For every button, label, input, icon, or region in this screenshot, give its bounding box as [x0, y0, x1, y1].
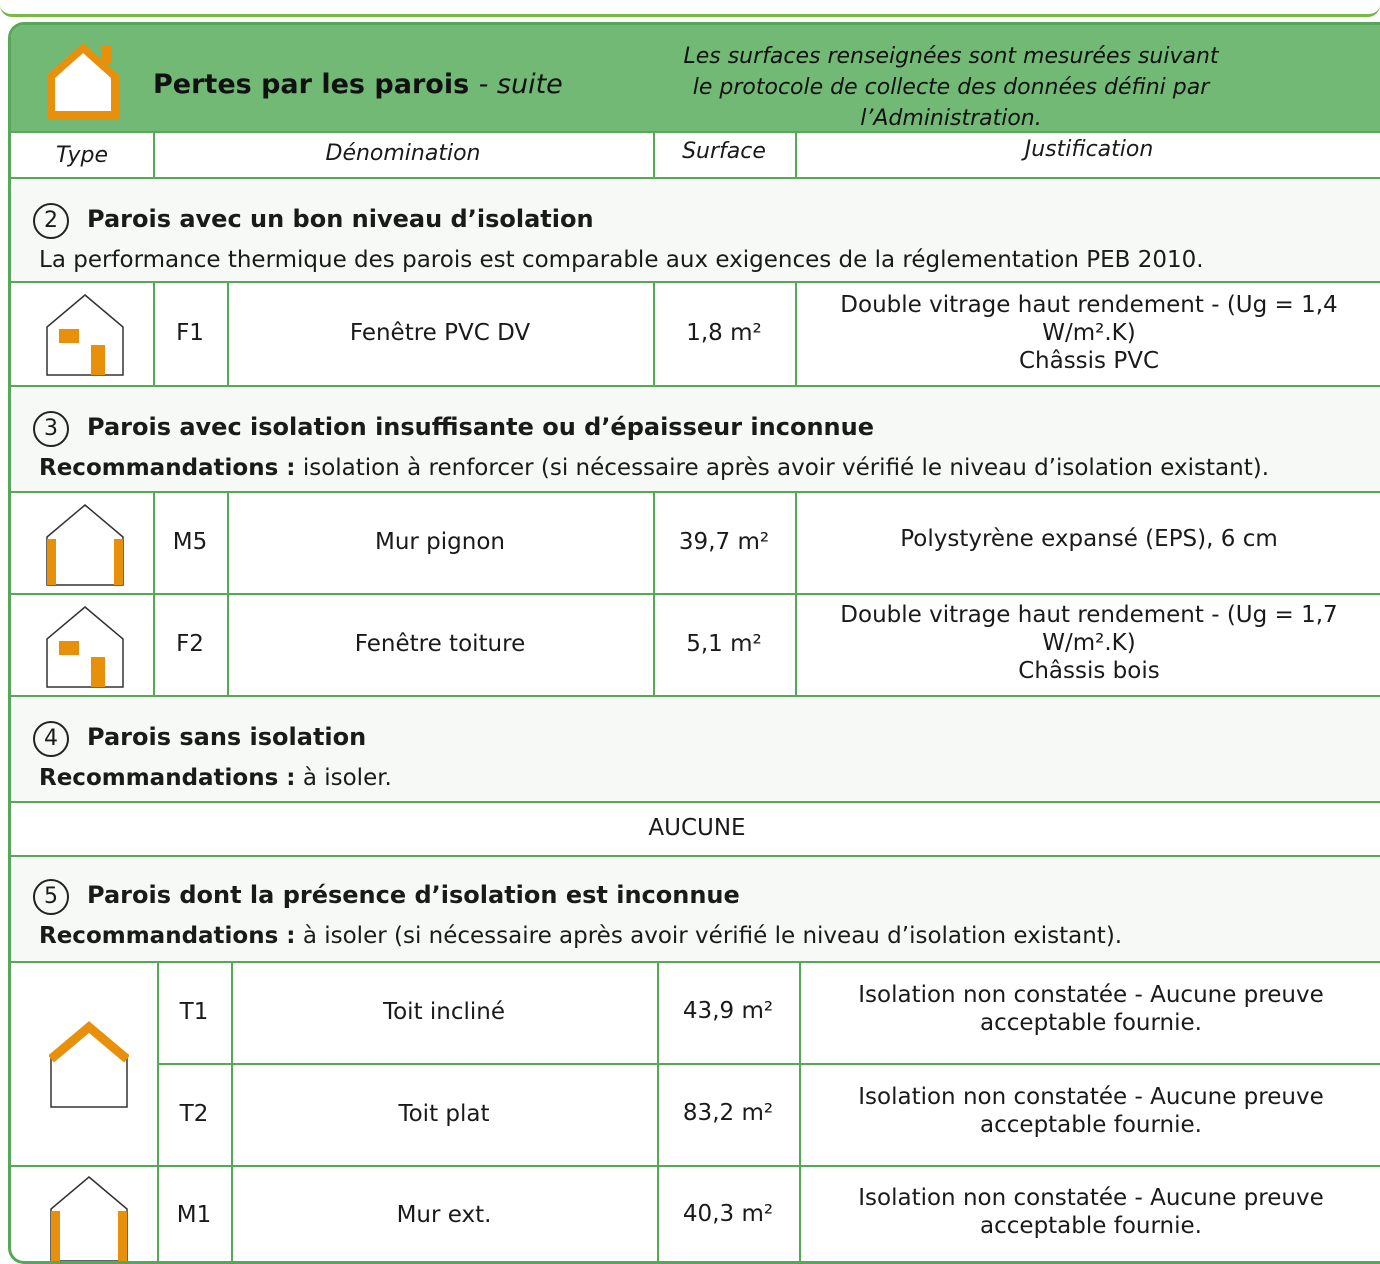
- row-code: M5: [172, 529, 208, 555]
- section-description: Recommandations : isolation à renforcer (si nécessaire après avoir vérifié le niveau d’isolation existant).: [39, 455, 1270, 481]
- row-justification: Polystyrène expansé (EPS), 6 cm: [900, 526, 1278, 552]
- col-denomination-header: Dénomination: [325, 141, 481, 166]
- section-2: [11, 179, 1380, 281]
- roof-house-icon: [49, 1021, 129, 1111]
- section-title: Parois dont la présence d’isolation est inconnue: [87, 881, 740, 909]
- row-name: Fenêtre PVC DV: [349, 320, 531, 346]
- row-justification: Double vitrage haut rendement - (Ug = 1,4 W/m².K) Châssis PVC: [840, 292, 1338, 374]
- col-justification-header: Justification: [1024, 137, 1154, 162]
- row-code: F2: [176, 631, 204, 657]
- row-justification: Double vitrage haut rendement - (Ug = 1,7 W/m².K) Châssis bois: [840, 602, 1338, 684]
- section-5: [11, 857, 1380, 961]
- col-surface-header: Surface: [682, 139, 766, 164]
- row-justification: Isolation non constatée - Aucune preuve acceptable fournie.: [858, 1084, 1324, 1138]
- section-3: [11, 387, 1380, 491]
- row-code: M1: [176, 1202, 212, 1228]
- header-band: [11, 25, 1380, 131]
- house-icon: [43, 39, 123, 123]
- row-code: F1: [176, 320, 204, 346]
- row-justification: Isolation non constatée - Aucune preuve acceptable fournie.: [858, 982, 1324, 1036]
- section-number: 2: [33, 203, 69, 239]
- section-number: 5: [33, 879, 69, 915]
- row-name: Mur pignon: [374, 529, 505, 555]
- row-name: Fenêtre toiture: [354, 631, 526, 657]
- row-surface: 1,8 m²: [686, 320, 762, 346]
- wall-house-icon: [49, 1175, 129, 1261]
- section-title: Parois avec isolation insuffisante ou d’épaisseur inconnue: [87, 413, 874, 441]
- section-description: La performance thermique des parois est comparable aux exigences de la réglementation PEB 2010.: [39, 247, 1204, 273]
- section-title: Parois sans isolation: [87, 723, 367, 751]
- row-surface: 5,1 m²: [686, 631, 762, 657]
- row-code: T1: [179, 999, 209, 1025]
- row-surface: 83,2 m²: [682, 1100, 774, 1126]
- row-justification: Isolation non constatée - Aucune preuve acceptable fournie.: [858, 1185, 1324, 1239]
- page-title: Pertes par les parois - suite: [153, 69, 563, 100]
- walls-table: [8, 22, 1380, 1264]
- section-number: 4: [33, 721, 69, 757]
- window-house-icon: [45, 605, 125, 689]
- section-number: 3: [33, 411, 69, 447]
- section-description: Recommandations : à isoler.: [39, 765, 392, 791]
- section-title: Parois avec un bon niveau d’isolation: [87, 205, 594, 233]
- row-name: Mur ext.: [396, 1202, 492, 1228]
- row-name: Toit incliné: [382, 999, 506, 1025]
- col-type-header: Type: [55, 143, 109, 168]
- no-walls-label: AUCUNE: [648, 815, 746, 841]
- wall-house-icon: [45, 503, 125, 587]
- measurement-note: Les surfaces renseignées sont mesurées suivant le protocole de collecte des données défini par l’Administration.: [683, 44, 1219, 131]
- row-code: T2: [179, 1101, 209, 1127]
- row-surface: 40,3 m²: [682, 1201, 774, 1227]
- row-surface: 43,9 m²: [682, 998, 774, 1024]
- row-name: Toit plat: [398, 1101, 490, 1127]
- section-description: Recommandations : à isoler (si nécessaire après avoir vérifié le niveau d’isolation existant).: [39, 923, 1123, 949]
- top-border: [0, 0, 1380, 17]
- section-4: [11, 697, 1380, 801]
- window-house-icon: [45, 293, 125, 377]
- row-surface: 39,7 m²: [678, 529, 770, 555]
